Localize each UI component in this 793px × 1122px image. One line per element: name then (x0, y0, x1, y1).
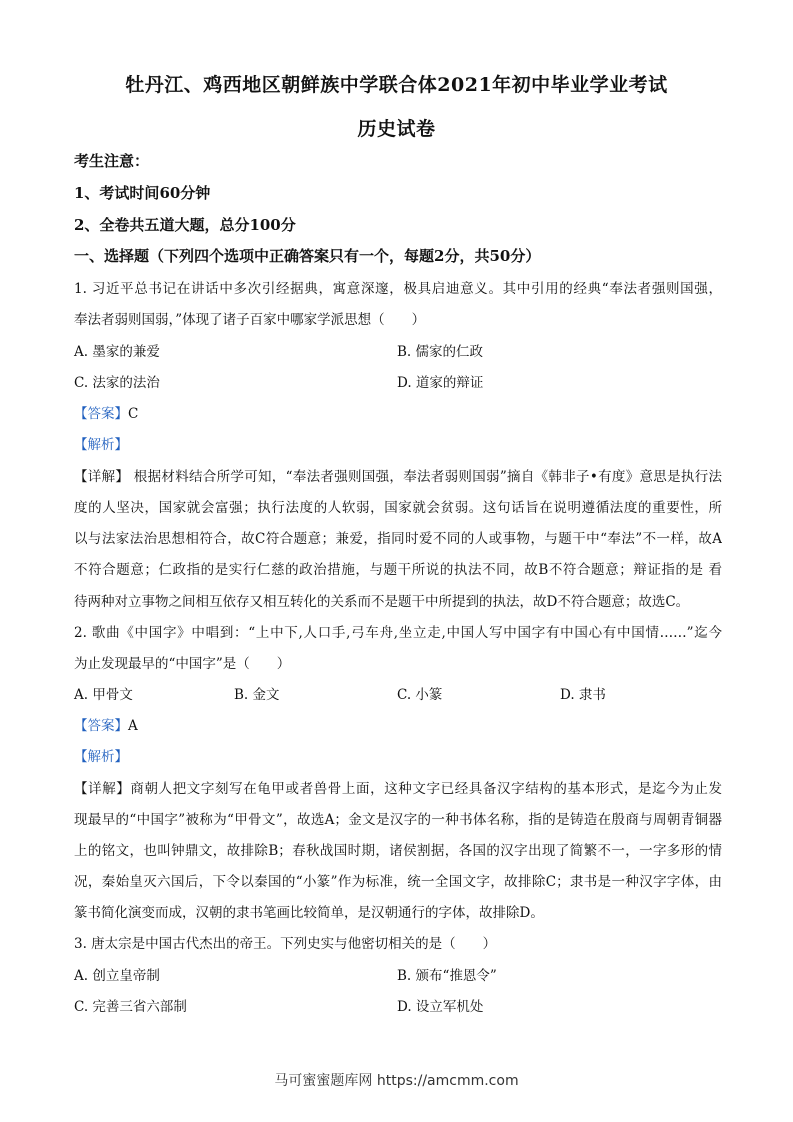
q1-answer-value: C (128, 406, 139, 422)
footer-watermark[interactable]: 马可蜜蜜题库网 https://amcmm.com (274, 1073, 519, 1089)
q1-detail-line-4: 不符合题意；仁政指的是实行仁慈的政治措施，与题干所说的执法不同，故B不符合题意；辩证指的是 看 (74, 562, 722, 578)
q2-option-c: C. 小篆 (397, 687, 443, 703)
q2-stem-line-1: 2. 歌曲《中国字》中唱到：“上中下,人口手,弓车舟,坐立走,中国人写中国字有中国心有中国情……”迄今 (74, 625, 722, 641)
q1-analysis-label: 【解析】 (74, 437, 128, 453)
exam-title: 牡丹江、鸡西地区朝鲜族中学联合体2021年初中毕业学业考试 (125, 74, 668, 96)
exam-subtitle: 历史试卷 (357, 118, 436, 140)
notice-heading: 考生注意： (74, 152, 150, 170)
q3-option-a: A. 创立皇帝制 (74, 968, 160, 984)
q3-stem-line-1: 3. 唐太宗是中国古代杰出的帝王。下列史实与他密切相关的是（ ） (74, 936, 497, 952)
q2-detail-line-4: 况，秦始皇灭六国后，下令以秦国的“小篆”作为标准，统一全国文字，故排除C；隶书是一种汉字字体，由 (74, 874, 722, 890)
q1-stem-line-2: 奉法者弱则国弱，”体现了诸子百家中哪家学派思想（ ） (74, 312, 426, 328)
q1-stem-line-1: 1. 习近平总书记在讲话中多次引经据典，寓意深邃，极具启迪意义。其中引用的经典“奉法者强则国强， (74, 281, 722, 297)
q3-option-b: B. 颁布“推恩令” (397, 968, 497, 984)
q3-option-c: C. 完善三省六部制 (74, 999, 187, 1015)
q2-answer-label: 【答案】 (74, 718, 128, 734)
q2-detail-line-5: 篆书简化演变而成，汉朝的隶书笔画比较简单，是汉朝通行的字体，故排除D。 (74, 905, 544, 921)
q2-analysis-label: 【解析】 (74, 749, 128, 765)
q1-option-c: C. 法家的法治 (74, 375, 160, 391)
q1-answer (74, 402, 138, 422)
q2-option-b: B. 金文 (234, 687, 280, 703)
q1-detail-line-3: 以与法家法治思想相符合，故C符合题意；兼爱，指同时爱不同的人或事物，与题干中“奉法”不一样，故A (74, 531, 722, 547)
q2-answer (74, 714, 138, 734)
q1-detail-line-5: 待两种对立事物之间相互依存又相互转化的关系而不是题干中所提到的执法，故D不符合题意；故选C。 (74, 594, 690, 610)
q2-option-d: D. 隶书 (560, 687, 606, 703)
q2-answer-value: A (128, 718, 138, 734)
q1-option-b: B. 儒家的仁政 (397, 344, 484, 360)
q2-stem-line-2: 为止发现最早的“中国字”是（ ） (74, 656, 291, 672)
q1-option-a: A. 墨家的兼爱 (74, 344, 160, 360)
q1-detail-line-1: 【详解】 根据材料结合所学可知，“奉法者强则国强，奉法者弱则国弱”摘自《韩非子•有度》意思是执行法 (74, 469, 722, 485)
section-1-heading: 一、选择题（下列四个选项中正确答案只有一个，每题2分，共50分） (74, 247, 541, 265)
q2-detail-line-2: 现最早的“中国字”被称为“甲骨文”，故选A；金文是汉字的一种书体名称，指的是铸造在殷商与周朝青铜器 (74, 812, 722, 828)
q2-detail-line-3: 上的铭文，也叫钟鼎文，故排除B；春秋战国时期，诸侯割据，各国的汉字出现了简繁不一，一字多形的情 (74, 843, 722, 859)
q2-option-a: A. 甲骨文 (74, 687, 133, 703)
q1-option-d: D. 道家的辩证 (397, 375, 484, 391)
notice-item-2: 2、全卷共五道大题，总分100分 (74, 216, 296, 234)
q1-answer-label: 【答案】 (74, 406, 128, 422)
q2-detail-line-1: 【详解】商朝人把文字刻写在龟甲或者兽骨上面，这种文字已经具备汉字结构的基本形式，是迄今为止发 (74, 781, 722, 797)
q3-option-d: D. 设立军机处 (397, 999, 484, 1015)
notice-item-1: 1、考试时间60分钟 (74, 184, 211, 202)
q1-detail-line-2: 度的人坚决，国家就会富强；执行法度的人软弱，国家就会贫弱。这句话旨在说明遵循法度的重要性，所 (74, 500, 722, 516)
